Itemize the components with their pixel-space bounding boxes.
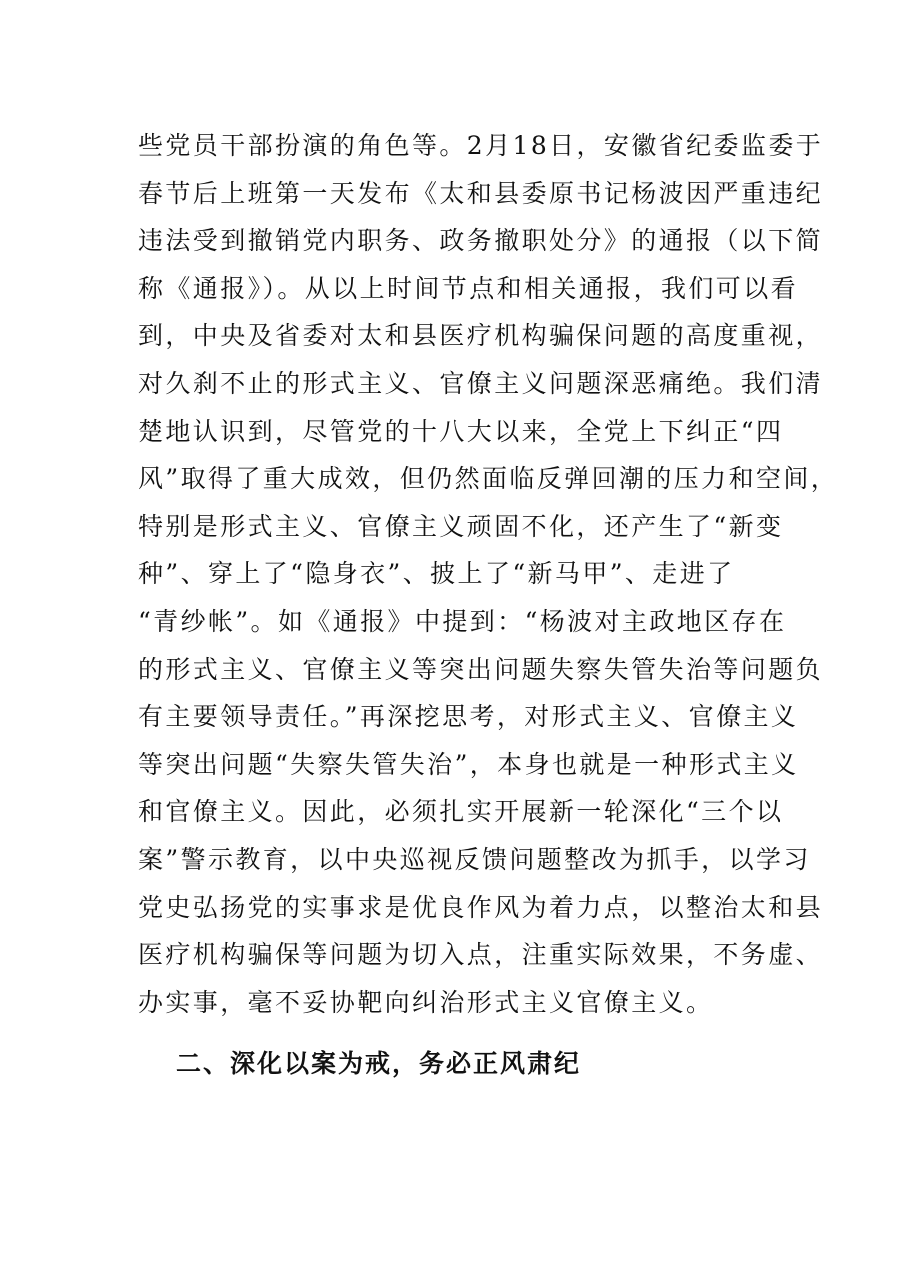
paragraph-line-16: 案”警示教育，以中央巡视反馈问题整改为抓手，以学习 (138, 844, 811, 874)
paragraph-line-9: 特别是形式主义、官僚主义顽固不化，还产生了“新变 (138, 511, 784, 541)
paragraph-line-15: 和官僚主义。因此，必须扎实开展新一轮深化“三个以 (138, 797, 784, 827)
body-paragraph (138, 122, 839, 1026)
paragraph-line-18: 医疗机构骗保等问题为切入点，注重实际效果，不务虚、 (138, 940, 824, 970)
paragraph-line-17: 党史弘扬党的实事求是优良作风为着力点，以整治太和县 (138, 892, 824, 922)
paragraph-line-2: 春节后上班第一天发布《太和县委原书记杨波因严重违纪 (138, 178, 824, 208)
paragraph-line-3: 违法受到撤销党内职务、政务撤职处分》的通报（以下简 (138, 226, 824, 256)
paragraph-line-11: “青纱帐”。如《通报》中提到：“杨波对主政地区存在 (138, 606, 787, 636)
paragraph-line-14: 等突出问题“失察失管失治”，本身也就是一种形式主义 (138, 749, 799, 779)
paragraph-line-12: 的形式主义、官僚主义等突出问题失察失管失治等问题负 (138, 654, 824, 684)
paragraph-line-7: 楚地认识到，尽管党的十八大以来，全党上下纠正“四 (138, 416, 784, 446)
paragraph-line-13: 有主要领导责任。”再深挖思考，对形式主义、官僚主义 (138, 702, 799, 732)
paragraph-line-8: 风”取得了重大成效，但仍然面临反弹回潮的压力和空间， (138, 464, 839, 494)
paragraph-line-19: 办实事，毫不妥协靶向纠治形式主义官僚主义。 (138, 987, 714, 1017)
paragraph-line-10: 种”、穿上了“隐身衣”、披上了“新马甲”、走进了 (138, 559, 735, 589)
paragraph-line-5: 到，中央及省委对太和县医疗机构骗保问题的高度重视， (138, 321, 824, 351)
paragraph-line-1: 些党员干部扮演的角色等。2月18日，安徽省纪委监委于 (138, 131, 824, 160)
section-heading: 二、深化以案为戒，务必正风肃纪 (176, 1049, 582, 1078)
paragraph-line-4: 称《通报》）。从以上时间节点和相关通报，我们可以看 (138, 273, 799, 303)
paragraph-line-6: 对久刹不止的形式主义、官僚主义问题深恶痛绝。我们清 (138, 368, 824, 398)
